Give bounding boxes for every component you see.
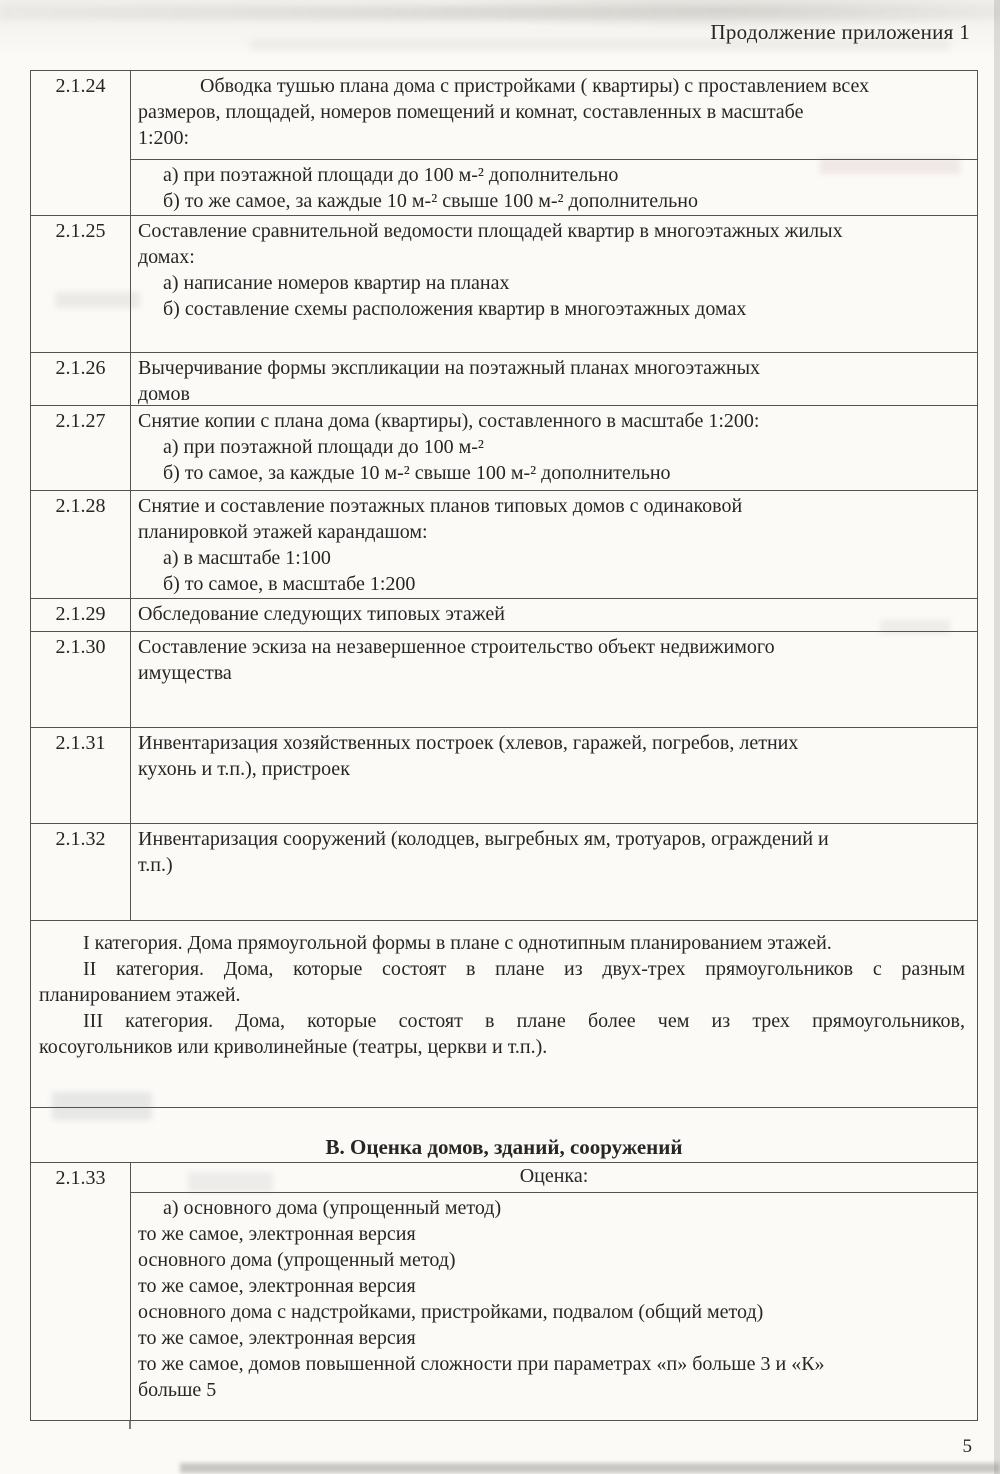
scan-artifact (129, 1420, 131, 1429)
text-line: Обводка тушью плана дома с пристройками ( квартиры) с проставлением всех (200, 75, 870, 97)
table-row-2-1-25 (31, 216, 977, 353)
row-description (131, 1193, 977, 1403)
table-row-2-1-32 (31, 824, 977, 921)
text-line: Инвентаризация сооружений (колодцев, выгребных ям, тротуаров, ограждений и (138, 828, 829, 850)
text-line: б) составление схемы расположения квартир в многоэтажных домах (163, 298, 747, 320)
table-row-categories (31, 921, 977, 1108)
text-line: Составление сравнительной ведомости площадей квартир в многоэтажных жилых (138, 220, 843, 242)
text-line: то же самое, электронная версия (138, 1275, 416, 1297)
row-title: Оценка: (131, 1163, 977, 1193)
row-number: 2.1.30 (31, 632, 131, 727)
section-header: В. Оценка домов, зданий, сооружений (325, 1135, 683, 1159)
text-line: а) основного дома (упрощенный метод) (163, 1197, 502, 1219)
categories-note (31, 921, 977, 1107)
text-line: основного дома (упрощенный метод) (138, 1249, 456, 1271)
row-number: 2.1.32 (31, 824, 131, 920)
row-content (131, 1163, 977, 1420)
text-line: планировкой этажей карандашом: (138, 521, 428, 543)
text-line: то же самое, электронная версия (138, 1327, 416, 1349)
text-line: Инвентаризация хозяйственных построек (хлевов, гаражей, погребов, летних (138, 732, 799, 754)
page-edge-shadow (180, 1463, 1000, 1473)
text-line: Вычерчивание формы экспликации на поэтажный планах многоэтажных (138, 357, 761, 379)
row-description (131, 353, 977, 407)
row-content (131, 632, 977, 727)
table-row-2-1-26 (31, 353, 977, 406)
row-number: 2.1.26 (31, 353, 131, 405)
text-line: домов (138, 383, 190, 405)
text-line: то же самое, электронная версия (138, 1223, 416, 1245)
table-row-2-1-31 (31, 728, 977, 824)
text-line: I категория. Дома прямоугольной формы в плане с однотипным планированием этажей. (83, 932, 832, 954)
row-content (131, 406, 977, 490)
text-line: косоугольников или криволинейные (театры, церкви и т.п.). (39, 1036, 548, 1058)
row-number: 2.1.28 (31, 491, 131, 598)
text-line: б) то же самое, за каждые 10 м-² свыше 100 м-² дополнительно (163, 190, 698, 212)
row-number: 2.1.27 (31, 406, 131, 490)
text-line: 1:200: (138, 127, 190, 149)
table-row-2-1-29 (31, 599, 977, 632)
row-content (131, 728, 977, 823)
table-row-2-1-28 (31, 491, 977, 599)
row-content (131, 824, 977, 920)
table-row-section-header (31, 1108, 977, 1163)
continuation-note: Продолжение приложения 1 (710, 20, 970, 44)
row-description (131, 599, 977, 627)
row-description (131, 216, 977, 322)
table-row-2-1-33 (31, 1163, 977, 1421)
page-edge-shadow (994, 0, 1000, 1474)
row-content (131, 71, 977, 215)
row-description (131, 406, 977, 486)
text-line: больше 5 (138, 1379, 217, 1401)
text-line: а) написание номеров квартир на планах (163, 272, 510, 294)
row-subitems (131, 160, 977, 215)
page-number: 5 (962, 1436, 972, 1457)
text-line: домах: (138, 246, 195, 268)
table-row-2-1-27 (31, 406, 977, 491)
row-content (131, 353, 977, 405)
row-number: 2.1.25 (31, 216, 131, 352)
services-table (30, 70, 978, 1421)
row-description (131, 632, 977, 686)
text-line: Снятие копии с плана дома (квартиры), составленного в масштабе 1:200: (138, 410, 760, 432)
text-line: то же самое, домов повышенной сложности при параметрах «п» больше 3 и «К» (138, 1353, 825, 1375)
text-line: б) то самое, за каждые 10 м-² свыше 100 м-² дополнительно (163, 462, 671, 484)
text-line: Обследование следующих типовых этажей (138, 603, 505, 625)
text-line: II категория. Дома, которые состоят в плане из двух-трех прямоугольников с разным (83, 958, 965, 980)
row-content (131, 491, 977, 598)
text-line: имущества (138, 662, 232, 684)
row-content (131, 216, 977, 352)
table-row-2-1-24 (31, 71, 977, 216)
row-number: 2.1.24 (31, 71, 131, 215)
row-content (131, 599, 977, 631)
row-description (131, 71, 977, 160)
text-line: б) то самое, в масштабе 1:200 (163, 573, 416, 595)
text-line: III категория. Дома, которые состоят в плане более чем из трех прямоугольников, (83, 1010, 965, 1032)
table-row-2-1-30 (31, 632, 977, 728)
text-line: т.п.) (138, 854, 173, 876)
text-line: а) при поэтажной площади до 100 м-² дополнительно (163, 164, 619, 186)
text-line: а) при поэтажной площади до 100 м-² (163, 436, 484, 458)
row-description (131, 824, 977, 878)
text-line: размеров, площадей, номеров помещений и комнат, составленных в масштабе (138, 101, 804, 123)
text-line: планированием этажей. (39, 984, 241, 1006)
row-number: 2.1.33 (31, 1163, 131, 1420)
row-number: 2.1.29 (31, 599, 131, 631)
text-line: основного дома с надстройками, пристройками, подвалом (общий метод) (138, 1301, 764, 1323)
text-line: кухонь и т.п.), пристроек (138, 758, 350, 780)
scan-artifact (0, 6, 1000, 20)
row-description (131, 491, 977, 597)
text-line: Составление эскиза на незавершенное строительство объект недвижимого (138, 636, 775, 658)
row-description (131, 728, 977, 782)
row-number: 2.1.31 (31, 728, 131, 823)
text-line: а) в масштабе 1:100 (163, 547, 331, 569)
text-line: Снятие и составление поэтажных планов типовых домов с одинаковой (138, 495, 743, 517)
